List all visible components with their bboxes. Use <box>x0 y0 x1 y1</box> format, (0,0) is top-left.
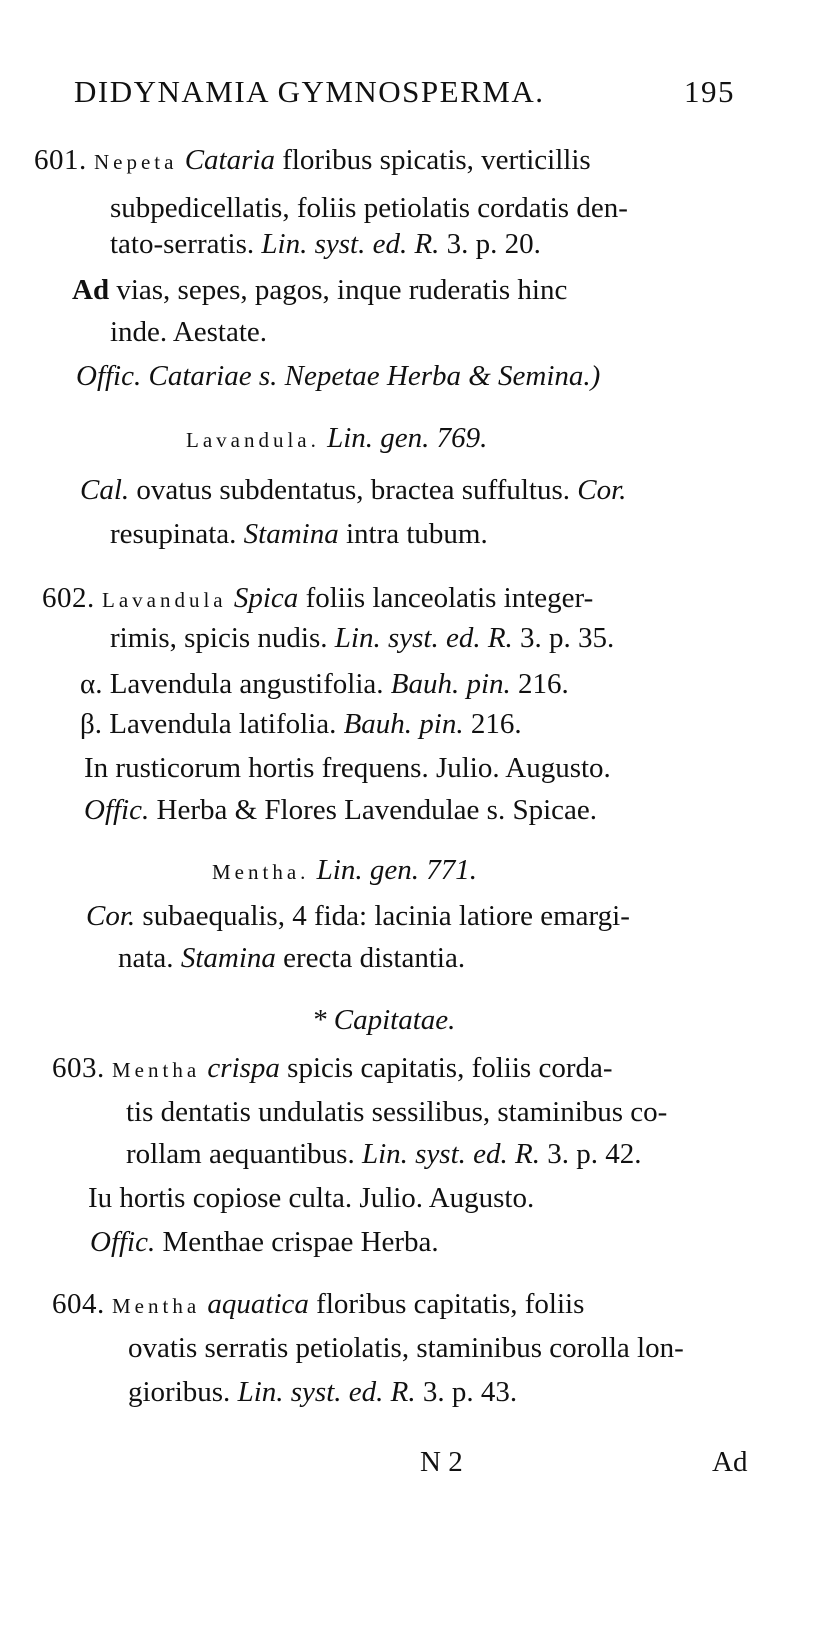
entry-number: 604. <box>52 1288 105 1320</box>
reference: Lin. syst. ed. R. <box>261 228 440 260</box>
reference-page: 216. <box>463 708 522 740</box>
entry-number: 603. <box>52 1052 105 1084</box>
habitat-text: vias, sepes, pagos, inque ruderatis hinc <box>109 274 568 306</box>
officinal-label: Offic. <box>84 794 150 826</box>
entry-601-line-2: subpedicellatis, foliis petiolatis cordatis den- <box>110 192 628 224</box>
genus-reference: Lin. gen. 769. <box>327 422 488 454</box>
signature-mark: N 2 <box>420 1446 463 1478</box>
habitat-lead: Ad <box>72 274 110 306</box>
description-text: floribus spicatis, verticillis <box>282 144 591 176</box>
lavandula-character-2 <box>110 516 488 552</box>
reference: Bauh. pin. <box>343 708 464 740</box>
entry-601-line-3 <box>110 226 541 262</box>
reference: Lin. syst. ed. R. <box>361 1138 540 1170</box>
genus-heading: Mentha. <box>212 860 310 884</box>
genus-heading: Lavandula. <box>186 428 320 452</box>
page-number: 195 <box>684 74 735 109</box>
reference-page: 216. <box>510 668 569 700</box>
species-name: Cataria <box>184 144 275 176</box>
running-header-title: DIDYNAMIA GYMNOSPERMA. <box>74 74 545 109</box>
description-text: rollam aequantibus. <box>126 1138 362 1170</box>
entry-603-line-1 <box>52 1050 613 1088</box>
reference-page: 3. p. 35. <box>512 622 615 654</box>
entry-602-line-2 <box>110 620 614 656</box>
reference: Bauh. pin. <box>390 668 511 700</box>
entry-601-officinal: Offic. Catariae s. Nepetae Herba & Semina.) <box>76 360 601 392</box>
description-text: rimis, spicis nudis. <box>110 622 335 654</box>
variety-text: Lavendula angustifolia. <box>102 668 391 700</box>
character-label: Cal. <box>80 474 130 506</box>
character-text: ovatus subdentatus, bractea suffultus. <box>129 474 578 506</box>
reference-page: 3. p. 42. <box>540 1138 642 1170</box>
species-name: crispa <box>207 1052 280 1084</box>
genus-heading-lavandula <box>186 420 487 458</box>
genus-heading-mentha <box>212 852 477 890</box>
description-text: tato-serratis. <box>110 228 262 260</box>
genus-name: Nepeta <box>94 150 178 174</box>
mentha-character-1 <box>86 898 630 934</box>
officinal-text: Herba & Flores Lavendulae s. Spicae. <box>149 794 597 826</box>
description-text: foliis lanceolatis integer- <box>298 582 594 614</box>
character-label: Cor. <box>86 900 136 932</box>
reference: Lin. syst. ed. R. <box>237 1376 416 1408</box>
officinal-label: Offic. <box>90 1226 156 1258</box>
genus-reference: Lin. gen. 771. <box>316 854 477 886</box>
character-label: Stamina <box>180 942 276 974</box>
entry-604-line-1 <box>52 1286 584 1324</box>
entry-604-line-2: ovatis serratis petiolatis, staminibus corolla lon- <box>128 1332 684 1364</box>
description-text: gioribus. <box>128 1376 238 1408</box>
mentha-character-2 <box>118 940 465 976</box>
entry-603-habitat: Iu hortis copiose culta. Julio. Augusto. <box>88 1182 535 1214</box>
character-text: nata. <box>118 942 181 974</box>
entry-603-officinal <box>90 1224 439 1260</box>
entry-603-line-3 <box>126 1136 642 1172</box>
variety-beta <box>80 706 522 742</box>
entry-602-habitat: In rusticorum hortis frequens. Julio. Augusto. <box>84 752 611 784</box>
entry-601-habitat-2: inde. Aestate. <box>110 316 268 348</box>
description-text: floribus capitatis, foliis <box>308 1288 585 1320</box>
entry-number: 601. <box>34 144 87 176</box>
entry-601-habitat-1 <box>72 272 567 308</box>
entry-number: 602. <box>42 582 95 614</box>
entry-601-line-1 <box>34 142 591 180</box>
species-name: Spica <box>233 582 299 614</box>
entry-603-line-2: tis dentatis undulatis sessilibus, staminibus co- <box>126 1096 668 1128</box>
character-text: intra tubum. <box>338 518 488 550</box>
variety-text: Lavendula latifolia. <box>102 708 344 740</box>
catchword: Ad <box>712 1446 748 1478</box>
variety-alpha <box>80 666 569 702</box>
character-text: erecta distantia. <box>275 942 466 974</box>
genus-name: Lavandula <box>102 588 227 612</box>
genus-name: Mentha <box>112 1294 201 1318</box>
character-label: Cor. <box>577 474 627 506</box>
reference-page: 3. p. 20. <box>439 228 541 260</box>
reference-page: 3. p. 43. <box>415 1376 518 1408</box>
reference: Lin. syst. ed. R. <box>334 622 513 654</box>
character-label: Stamina <box>243 518 339 550</box>
entry-602-officinal <box>84 792 597 828</box>
character-text: resupinata. <box>110 518 244 550</box>
subsection-heading: * Capitatae. <box>312 1004 456 1036</box>
variety-marker: α. <box>80 668 103 700</box>
entry-602-line-1 <box>42 580 593 618</box>
lavandula-character-1 <box>80 472 626 508</box>
species-name: aquatica <box>207 1288 309 1320</box>
officinal-text: Menthae crispae Herba. <box>155 1226 439 1258</box>
character-text: subaequalis, 4 fida: lacinia latiore emargi- <box>135 900 630 932</box>
variety-marker: β. <box>80 708 103 740</box>
description-text: spicis capitatis, foliis corda- <box>279 1052 613 1084</box>
genus-name: Mentha <box>112 1058 201 1082</box>
entry-604-line-3 <box>128 1374 517 1410</box>
